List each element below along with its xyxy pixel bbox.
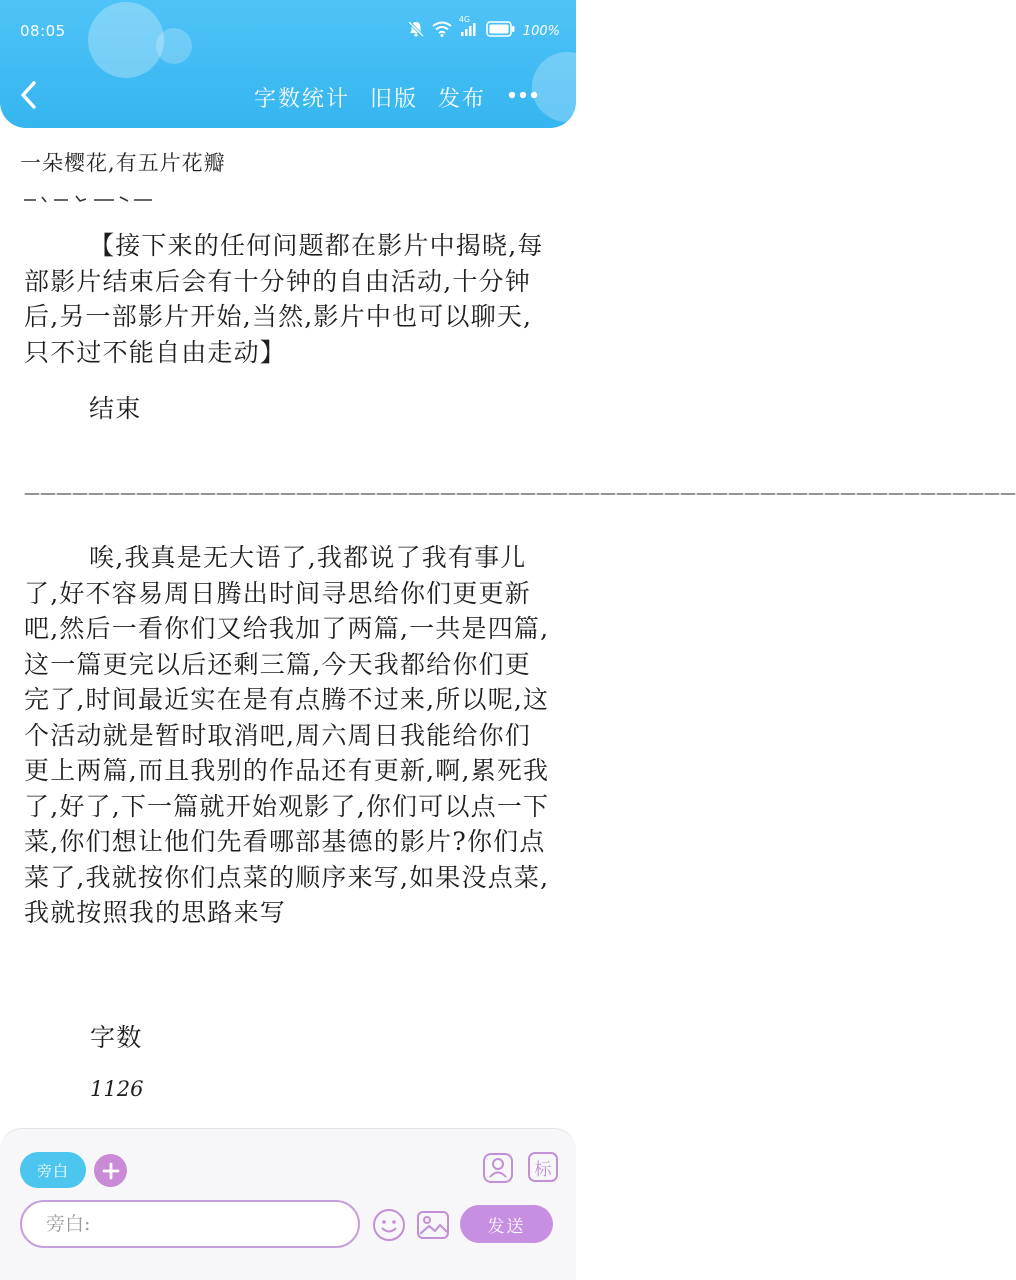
battery-icon xyxy=(486,21,516,41)
status-icons xyxy=(407,15,560,42)
document-body[interactable] xyxy=(24,228,552,427)
nav-actions xyxy=(254,82,486,113)
smiley-icon xyxy=(372,1208,406,1242)
network-type-label: 4G xyxy=(458,15,471,24)
mute-bell-icon xyxy=(407,20,425,42)
emoji-button[interactable] xyxy=(372,1208,406,1242)
status-bar xyxy=(0,0,576,60)
image-button[interactable] xyxy=(416,1208,450,1242)
back-button[interactable] xyxy=(18,78,48,112)
app-header xyxy=(0,0,576,128)
more-options-button[interactable] xyxy=(508,82,538,108)
divider-line: —————————————————————————————————————————————————————————————— xyxy=(24,483,1016,502)
word-count-value: 1126 xyxy=(90,1077,144,1101)
document-title[interactable]: 一朵樱花,有五片花瓣 xyxy=(20,151,226,175)
more-dots-icon xyxy=(508,91,538,99)
paragraph[interactable]: 唉,我真是无大语了,我都说了我有事儿了,好不容易周日腾出时间寻思给你们更更新吧,然后一看你们又给我加了两篇,一共是四篇,这一篇更完以后还剩三篇,今天我都给你们更完了,时间最近实在是有点腾不过来,所以呢,这个活动就是暂时取消吧,周六周日我能给你们更上两篇,而且我别的作品还有更新,啊,累死我了,好了,下一篇就开始观影了,你们可以点一下菜,你们想让他们先看哪部基德的影片?你们点菜了,我就按你们点菜的顺序来写,如果没点菜,我就按照我的思路来写 xyxy=(24,543,550,927)
person-card-icon xyxy=(482,1152,514,1184)
add-role-button[interactable] xyxy=(94,1154,127,1187)
plus-icon xyxy=(102,1162,120,1180)
image-icon xyxy=(416,1208,450,1242)
nav-bar xyxy=(0,70,576,120)
word-count-label: 字数 xyxy=(90,1023,143,1052)
tag-button[interactable] xyxy=(528,1152,560,1184)
battery-percent: 100% xyxy=(522,23,560,39)
role-manage-button[interactable] xyxy=(482,1152,514,1184)
chevron-left-icon xyxy=(18,80,38,110)
word-count-button[interactable]: 字数统计 xyxy=(253,87,350,112)
send-button[interactable]: 发送 xyxy=(460,1205,553,1243)
message-input[interactable] xyxy=(20,1200,360,1248)
paragraph: 结束 xyxy=(89,394,142,423)
tag-icon xyxy=(528,1152,558,1182)
wifi-icon xyxy=(432,21,452,41)
old-version-button[interactable]: 旧版 xyxy=(369,87,418,112)
tag-icon-label: 标 xyxy=(534,1159,552,1180)
paragraph: 【接下来的任何问题都在影片中揭晓,每部影片结束后会有十分钟的自由活动,十分钟后,另一部影片开始,当然,影片中也可以聊天,只不过不能自由走动】 xyxy=(24,231,544,367)
clipped-text-line xyxy=(24,188,164,198)
role-chip-narrator[interactable]: 旁白 xyxy=(20,1152,86,1188)
status-time: 08:05 xyxy=(20,22,66,40)
publish-button[interactable]: 发布 xyxy=(437,87,486,112)
cellular-signal-icon xyxy=(458,15,479,41)
